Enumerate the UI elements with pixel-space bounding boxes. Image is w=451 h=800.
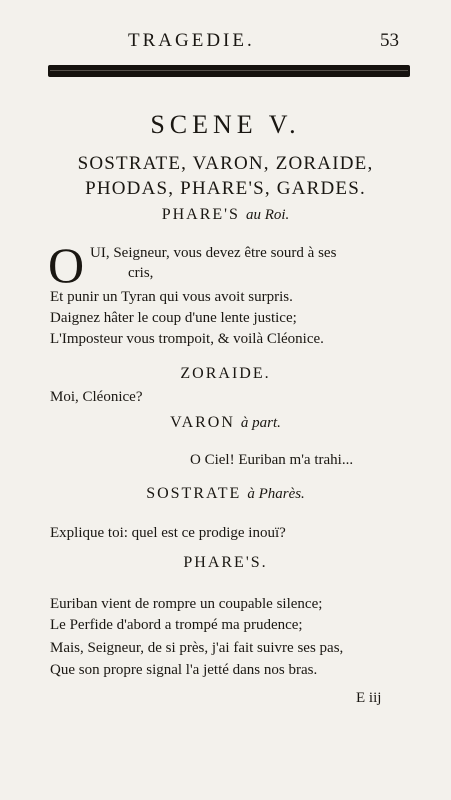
speaker-name: ZORAIDE. (180, 365, 271, 382)
verse-line: cris, (128, 265, 154, 281)
stage-direction: au Roi. (245, 207, 290, 223)
speaker-name: VARON (170, 414, 235, 431)
page-number: 53 (380, 30, 399, 51)
verse-line: Et punir un Tyran qui vous avoit surpris. (50, 289, 293, 305)
verse-line: Euriban vient de rompre un coupable silence; (50, 596, 323, 612)
cast-list-line-2: PHODAS, PHARE'S, GARDES. (85, 178, 366, 199)
verse-line: Que son propre signal l'a jetté dans nos bras. (50, 662, 318, 678)
speaker-phares (0, 206, 451, 224)
verse-line: UI, Seigneur, vous devez être sourd à ses (90, 245, 337, 261)
running-title: TRAGEDIE. (128, 30, 255, 51)
catchword: E iij (356, 690, 382, 706)
running-head (0, 30, 451, 54)
speaker-zoraide (0, 365, 451, 383)
speaker-name: SOSTRATE (146, 485, 242, 502)
cast-list-line-1: SOSTRATE, VARON, ZORAIDE, (77, 153, 374, 174)
speaker-sostrate (0, 485, 451, 503)
verse-line: Explique toi: quel est ce prodige inouï? (50, 525, 286, 541)
verse-line: Moi, Cléonice? (50, 389, 143, 405)
speaker-name: PHARE'S (161, 206, 240, 223)
speaker-varon (0, 414, 451, 432)
drop-cap: O (48, 237, 85, 293)
verse-line: Daignez hâter le coup d'une lente justice; (50, 310, 297, 326)
verse-line: Le Perfide d'abord a trompé ma prudence; (50, 617, 303, 633)
speaker-phares-2 (0, 554, 451, 572)
verse-line: O Ciel! Euriban m'a trahi... (190, 452, 354, 468)
speaker-name: PHARE'S. (183, 554, 268, 571)
scene-title: SCENE V. (150, 110, 301, 139)
stage-direction: à Pharès. (247, 486, 305, 502)
verse-line: L'Imposteur vous trompoit, & voilà Cléonice. (50, 331, 324, 347)
header-rule (48, 65, 410, 77)
verse-line: Mais, Seigneur, de si près, j'ai fait suivre ses pas, (50, 640, 344, 656)
stage-direction: à part. (240, 415, 281, 431)
